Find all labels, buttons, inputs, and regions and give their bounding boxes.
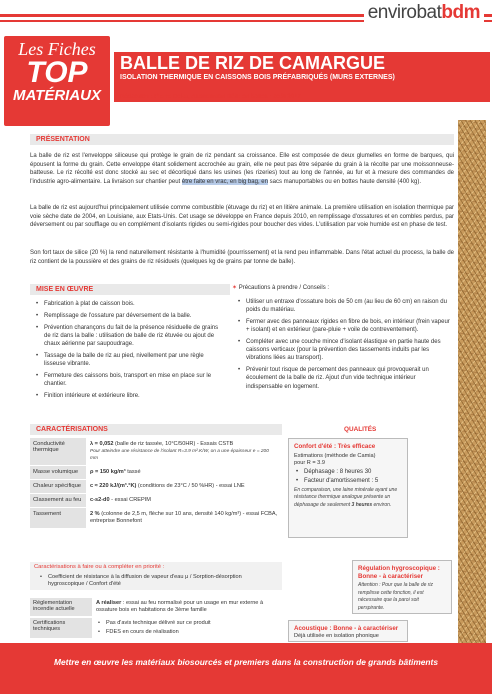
list-item: • Facteur d'amortissement : 5 <box>294 477 402 485</box>
table-row: Conductivité thermique λ = 0,052 (balle de riz tassée, 10°C/50HR) - Essais CSTB Pour atteindre une résistance de l'isolant R=3.9 m².K/W, on a une épaisseur e = 200 mm <box>30 438 282 466</box>
presentation-p3: Son fort taux de silice (20 %) la rend naturellement résistante à l'humidité (pourrissement) et la rend peu inflammable. Dans l'état actuel du process, la balle de riz contient de la poussière et des grains de riz résiduels (quelques kg de grains par tonne de balle). <box>30 250 454 265</box>
rice-husk-image <box>458 120 486 644</box>
list-item: • FDES en cours de réalisation <box>96 629 278 636</box>
list-item: • Prévenir tout risque de percement des panneaux qui provoquerait un écoulement de la balle de riz. Ajout d'un vide technique intérieur indispensable en logement. <box>236 366 452 391</box>
presentation-p1: La balle de riz est l'enveloppe siliceuse qui protège le grain de riz pendant sa croissance. Elle est composée de deux glumelles en forme de barques, qui épousent la forme du grain. Cette enveloppe étant solidement accrochée au grain, elle ne peut pas être séparée du grain à la récolte par une moissonneuse-batteuse. Le riz récolté est donc stocké au sec et décortiqué dans les usines (les rizeries) tout au long de l'année, au fur et à mesure des commandes de l'industrie agro-alimentaire. La livraison sur chantier peut être faite en vrac, en big bag, en sacs manuportables ou en bottes haute densité (400 kg). <box>30 153 454 185</box>
list-item: • Pas d'avis technique délivré sur ce produit <box>96 620 278 627</box>
header <box>0 0 492 130</box>
table-row: Certifications techniques • Pas d'avis technique délivré sur ce produit • FDES en cours de réalisation <box>30 618 282 638</box>
caracterisations-heading: CARACTÉRISATIONS <box>30 424 282 435</box>
list-item: • Compléter avec une couche mince d'isolant élastique en partie haute des caissons verticaux (pour la prévention des tassements induits par les vibrations liées au transport). <box>236 338 452 363</box>
list-item: • Tassage de la balle de riz au pied, nivellement par une règle lisseuse vibrante. <box>34 352 224 368</box>
mise-en-oeuvre-list <box>34 300 224 404</box>
list-item: • Remplissage de l'ossature par déversement de la balle. <box>34 312 224 320</box>
page-title: BALLE DE RIZ DE CAMARGUE <box>120 53 385 73</box>
list-item: • Déphasage : 8 heures 30 <box>294 468 402 476</box>
list-item: • Prévention charançons du fait de la présence résiduelle de grains de riz dans la balle : utilisation de balle de riz étuvée ou ajout de chaux aérienne par saupoudrage. <box>34 324 224 349</box>
brand-logo: envirobatbdm <box>364 2 484 24</box>
table-row: Masse volumique ρ = 150 kg/m³ tassé <box>30 466 282 480</box>
presentation-heading: PRÉSENTATION <box>30 134 454 145</box>
list-item: • Fermeture des caissons bois, transport en mise en place sur le chantier. <box>34 372 224 388</box>
acoustique-box: Acoustique : Bonne - à caractériser Déjà utilisée en isolation phonique <box>288 620 408 642</box>
a-faire-heading: Caractérisations à faire ou à compléter en priorité : <box>34 564 165 570</box>
list-item: • Fermer avec des panneaux rigides en fibre de bois, en intérieur (frein vapeur + isolant) et en extérieur (pare-pluie + voile de contreventement). <box>236 318 452 334</box>
presentation-p2: La balle de riz est aujourd'hui principalement utilisée comme combustible (étuvage du riz) et en litière animale. La première utilisation en isolation thermique par voie sèche date de 2004, en Louisiane, aux Etats-Unis. Cet usage se développe en France depuis 2010, en remplissage d'ossatures et en combles perdus, par déversement ou par soufflage ou en complément d'isolants rigides ou semi-rigides pour boucher des vides. L'utilisation par voie humide est en phase de test. <box>30 205 454 229</box>
mise-en-oeuvre-heading: MISE EN ŒUVRE <box>30 284 230 295</box>
precautions-heading: ✶ Précautions à prendre / Conseils : <box>232 285 330 291</box>
list-item: • Coefficient de résistance à la diffusion de vapeur d'eau μ / Sorption-désorption hygroscopique / Confort d'été <box>38 574 278 588</box>
table-row: Classement au feu c-s2-d0 - essai CREPIM <box>30 494 282 508</box>
fiches-top-materiaux-logo: Les Fiches TOP MATÉRIAUX <box>4 36 110 126</box>
qualites-heading: QUALITÉS <box>344 426 377 433</box>
footer-banner: Mettre en œuvre les matériaux biosourcés et premiers dans la construction de grands bâtiments <box>0 643 492 694</box>
list-item: • Fabrication à plat de caisson bois. <box>34 300 224 308</box>
confort-ete-box: Confort d'été : Très efficace Estimations (méthode de Camia) pour R = 3.9 • Déphasage : 8 heures 30 • Facteur d'amortissement : 5 En comparaison, une laine minérale ayant une résistance thermique analogue présente un déphasage de seulement 3 heures environ. <box>288 438 408 538</box>
list-item: • Utiliser un entraxe d'ossature bois de 50 cm (au lieu de 60 cm) en raison du poids du matériau. <box>236 298 452 314</box>
regulation-hygroscopique-box: Régulation hygroscopique : Bonne - à caractériser Attention : Pour que la balle de riz remplisse cette fonction, il est nécessaire que la paroi soit perspirante. <box>352 560 452 614</box>
caracterisations-table <box>30 438 282 529</box>
table-row: Tassement 2 % (colonne de 2,5 m, flèche sur 10 ans, densité 140 kg/m³) - essai FCBA, entreprise Bonnefont <box>30 508 282 529</box>
table-row: Réglementation incendie actuelle A réaliser : essai au feu normalisé pour un usage en mur externe à ossature bois en habitations de 3ème famille <box>30 598 282 616</box>
table-row: Chaleur spécifique c ≈ 220 kJ/(m³.°K) (conditions de 23°C / 50 %HR) - essai LNE <box>30 480 282 494</box>
list-item: • Finition intérieure et extérieure libre. <box>34 392 224 400</box>
byline: Rédaction : Pierre Delot, Association Bâtir en balles - août 2017 <box>120 94 301 100</box>
precautions-list <box>236 298 452 394</box>
page-subtitle: ISOLATION THERMIQUE EN CAISSONS BOIS PRÉFABRIQUÉS (MURS EXTERNES) <box>120 74 395 81</box>
a-faire-list <box>38 574 278 592</box>
